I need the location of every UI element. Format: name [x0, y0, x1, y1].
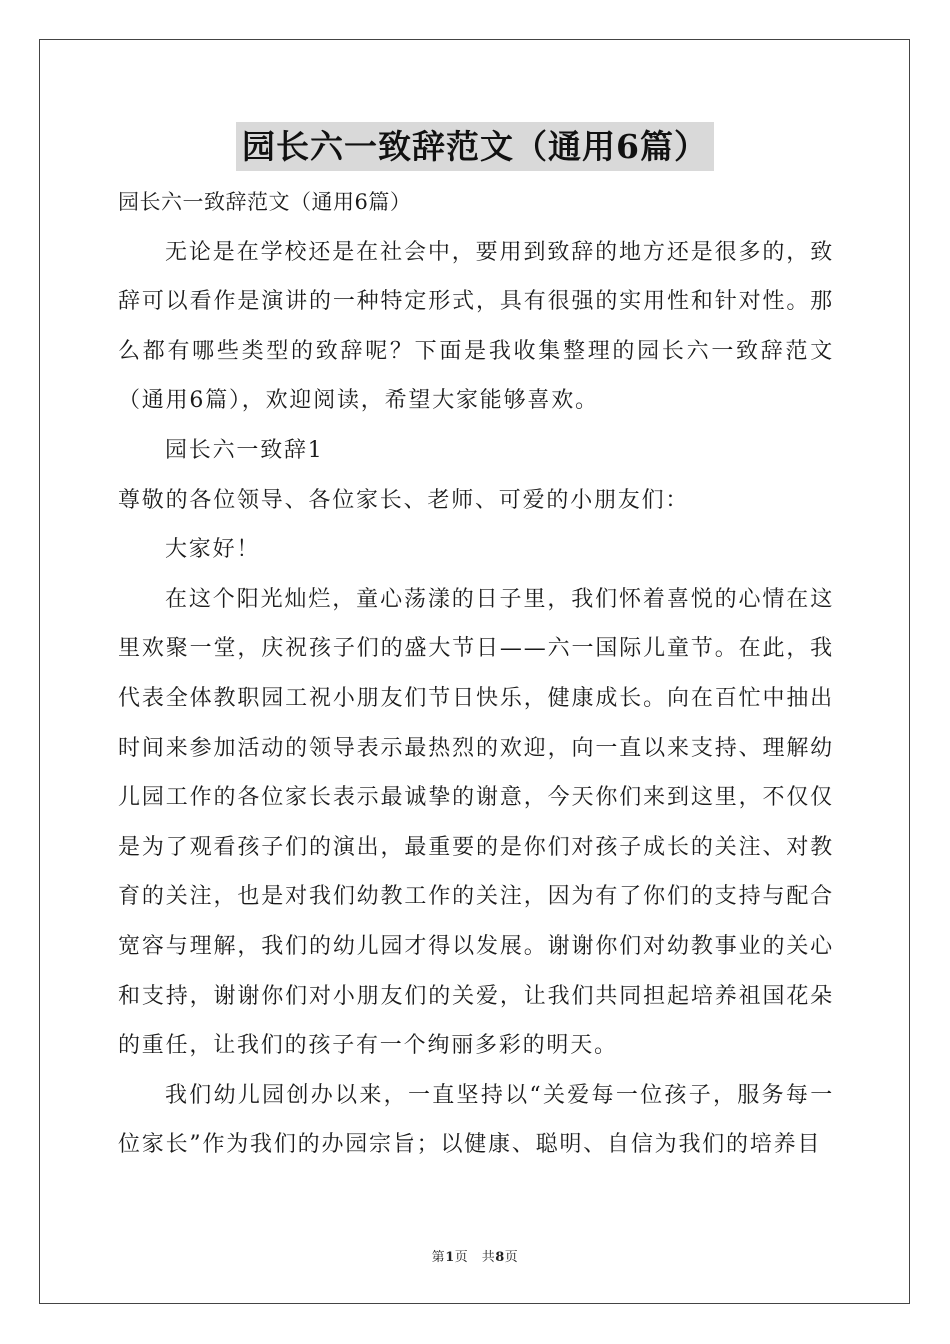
body-paragraph-2: 我们幼儿园创办以来，一直坚持以“关爱每一位孩子，服务每一位家长”作为我们的办园宗旨；以健康、聪明、自信为我们的培养目: [118, 1082, 834, 1158]
intro-paragraph: 无论是在学校还是在社会中，要用到致辞的地方还是很多的，致辞可以看作是演讲的一种特定形式，具有很强的实用性和针对性。那么都有哪些类型的致辞呢？下面是我收集整理的园长六一致辞范文（通用6篇），欢迎阅读，希望大家能够喜欢。: [118, 239, 834, 414]
total-page-count: 8: [495, 1250, 505, 1265]
footer-mid: 页 共: [454, 1250, 496, 1265]
title-container: [0, 122, 950, 171]
document-body: [118, 178, 834, 1170]
page-footer: [0, 1246, 950, 1265]
footer-prefix: 第: [431, 1250, 446, 1265]
document-subtitle: 园长六一致辞范文（通用6篇）: [118, 190, 412, 214]
body-paragraph-1: 在这个阳光灿烂，童心荡漾的日子里，我们怀着喜悦的心情在这里欢聚一堂，庆祝孩子们的盛大节日——六一国际儿童节。在此，我代表全体教职园工祝小朋友们节日快乐，健康成长。向在百忙中抽出时间来参加活动的领导表示最热烈的欢迎，向一直以来支持、理解幼儿园工作的各位家长表示最诚挚的谢意，今天你们来到这里，不仅仅是为了观看孩子们的演出，最重要的是你们对孩子成长的关注、对教育的关注，也是对我们幼教工作的关注，因为有了你们的支持与配合宽容与理解，我们的幼儿园才得以发展。谢谢你们对幼教事业的关心和支持，谢谢你们对小朋友们的关爱，让我们共同担起培养祖国花朵的重任，让我们的孩子有一个绚丽多彩的明天。: [118, 586, 834, 1059]
current-page-number: 1: [445, 1250, 455, 1265]
section-heading: 园长六一致辞1: [165, 437, 324, 463]
footer-suffix: 页: [504, 1250, 519, 1265]
document-title: 园长六一致辞范文（通用6篇）: [236, 122, 714, 171]
salutation: 尊敬的各位领导、各位家长、老师、可爱的小朋友们：: [118, 487, 690, 513]
greeting: 大家好！: [165, 537, 261, 563]
